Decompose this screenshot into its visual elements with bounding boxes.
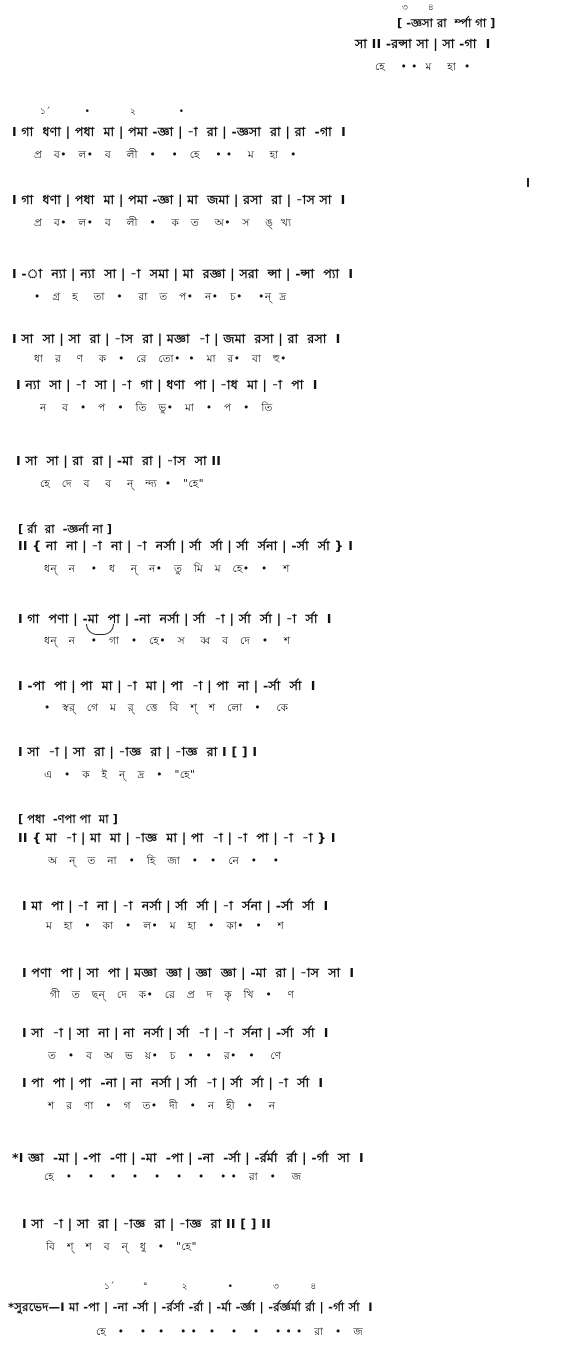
lyric-line: ধা র ণ ক • রে তো• • মা র• বা হু• <box>34 353 287 365</box>
lyric-line: প্র ব• ল• ব লী • • হে • • ম হা • <box>34 149 297 161</box>
alt-bracket: [ পধা -ণপা পা মা ] <box>18 812 118 826</box>
swara-line: *I জ্ঞা -মা | -পা -ণা | -মা -পা | -না -র্সা | -র্রর্মা র্রা | -র্গা সা I <box>12 1150 364 1165</box>
swara-line: সা II -রন্সা সা | সা -গা I <box>355 36 491 51</box>
beat-marks: ১´ • ২ • <box>40 107 185 117</box>
swara-line: I গা ধণা | পধা মা | পমা -জ্ঞা | মা জমা | রসা রা | -াস সা I <box>12 192 346 207</box>
lyric-line: হে দে ব ব ন্ ন্দ্য • "হে" <box>40 478 205 490</box>
swara-line: I সা -া | সা রা | -াজ্ঞ রা | -াজ্ঞ রা I [ ] I <box>18 744 258 759</box>
swara-line: I সা সা | রা রা | -মা রা | -াস সা II <box>16 453 222 468</box>
swara-line: I -পা পা | পা মা | -া মা | পা -া | পা না | -র্সা র্সা I <box>18 678 316 693</box>
swara-line: I সা -া | সা রা | -াজ্ঞ রা | -াজ্ঞ রা II [ ] II <box>22 1216 271 1231</box>
lyric-line: প্র ব• ল• ব লী • ক ত অ• স ঙ্ খ্য <box>34 217 292 229</box>
lyric-line: অ ন্ ত না • হি জা • • নে • • <box>48 855 280 867</box>
lyric-line: • গ্র হ তা • রা ত প• ন• চ• •ন্ দ্র <box>34 291 287 303</box>
alt-bracket: [ -জ্ঞসা রা র্ম্পা গা ] <box>397 16 496 30</box>
lyric-line: বি শ্ শ ব ন্ ধু • "হে" <box>46 1241 197 1253</box>
beat-marks: ১´ ° ২ • ৩ ৪ <box>104 1282 317 1292</box>
lyric-line: ম হা • কা • ল• ম হা • কা• • শ <box>46 920 285 932</box>
lyric-line: ধন্ ন • গা • হে• স ব্ব ব দে • শ <box>44 635 291 647</box>
beat-marks: ৩ ৪ <box>402 3 434 13</box>
swara-line: I ন্যা সা | -া সা | -া গা | ধণা পা | -াধ মা | -া পা I <box>16 377 318 392</box>
swara-line-variant: *সুরভেদ—I মা -পা | -না -র্সা | -র্রর্সা -র্রা | -র্মা -র্জ্ঞা | -র্রর্জ্ঞর্মা র্রা | -র্গা র্সা I <box>8 1300 373 1314</box>
lyric-line: গী ত ছন্ দে ক• রে প্র দ কৃ খি • ণ <box>50 989 295 1001</box>
lyric-line: • স্বর্ গে ম র্ ত্তে বি শ্ শ লো • কে <box>44 702 289 714</box>
lyric-line: হে • • ম হা • <box>375 61 471 73</box>
swara-line: I গা পণা | -মা পা | -না নর্সা | র্সা -া | র্সা র্সা | -া র্সা I <box>18 611 332 626</box>
accent-mark <box>527 178 529 187</box>
lyric-line: এ • ক ই ন্ দ্র • "হে" <box>44 769 196 781</box>
swara-line: I পা পা | পা -না | না নর্সা | র্সা -া | র্সা র্সা | -া র্সা I <box>22 1075 324 1090</box>
swara-line: II { না না | -া না | -া নর্সা | র্সা র্সা | র্সা র্সনা | -র্সা র্সা } I <box>18 538 354 553</box>
lyric-line: শ র ণা • গ ত• দী • ন হী • ন <box>48 1100 276 1112</box>
lyric-line: ন ব • প • তি ভু• মা • প • তি <box>40 402 273 414</box>
swara-line: I সা সা | সা রা | -াস রা | মজ্ঞা -া | জমা রসা | রা রসা I <box>12 331 341 346</box>
swara-line: I সা -া | সা না | না নর্সা | র্সা -া | -া র্সনা | -র্সা র্সা I <box>22 1025 329 1040</box>
swara-line: I পণা পা | সা পা | মজ্ঞা জ্ঞা | জ্ঞা জ্ঞা | -মা রা | -াস সা I <box>22 965 355 980</box>
swara-line: I গা ধণা | পধা মা | পমা -জ্ঞা | -া রা | -জ্ঞসা রা | রা -গা I <box>12 124 346 139</box>
slur-mark <box>86 624 114 635</box>
swara-line: II { মা -া | মা মা | -াজ্ঞ মা | পা -া | -া পা | -া -া } I <box>18 830 336 845</box>
swara-line: I মা পা | -া না | -া নর্সা | র্সা র্সা | -া র্সনা | -র্সা র্সা I <box>22 898 329 913</box>
lyric-line: ধন্ ন • ধ ন্ ন• তু মি ম হে• • শ <box>44 563 290 575</box>
swara-line: I -া ন্যা | ন্যা সা | -া সমা | মা রজ্ঞা | সরা ন্সা | -ন্সা প্যা I <box>12 266 354 281</box>
lyric-line: ত • ব অ ভ য়• চ • • র• • ণে <box>48 1050 282 1062</box>
alt-bracket: [ র্রা রা -জ্ঞর্না না ] <box>18 522 113 536</box>
lyric-line: হে • • • • • • • • • রা • জ <box>44 1171 302 1183</box>
lyric-line: হে • • • • • • • • • • • রা • জ <box>96 1326 364 1338</box>
